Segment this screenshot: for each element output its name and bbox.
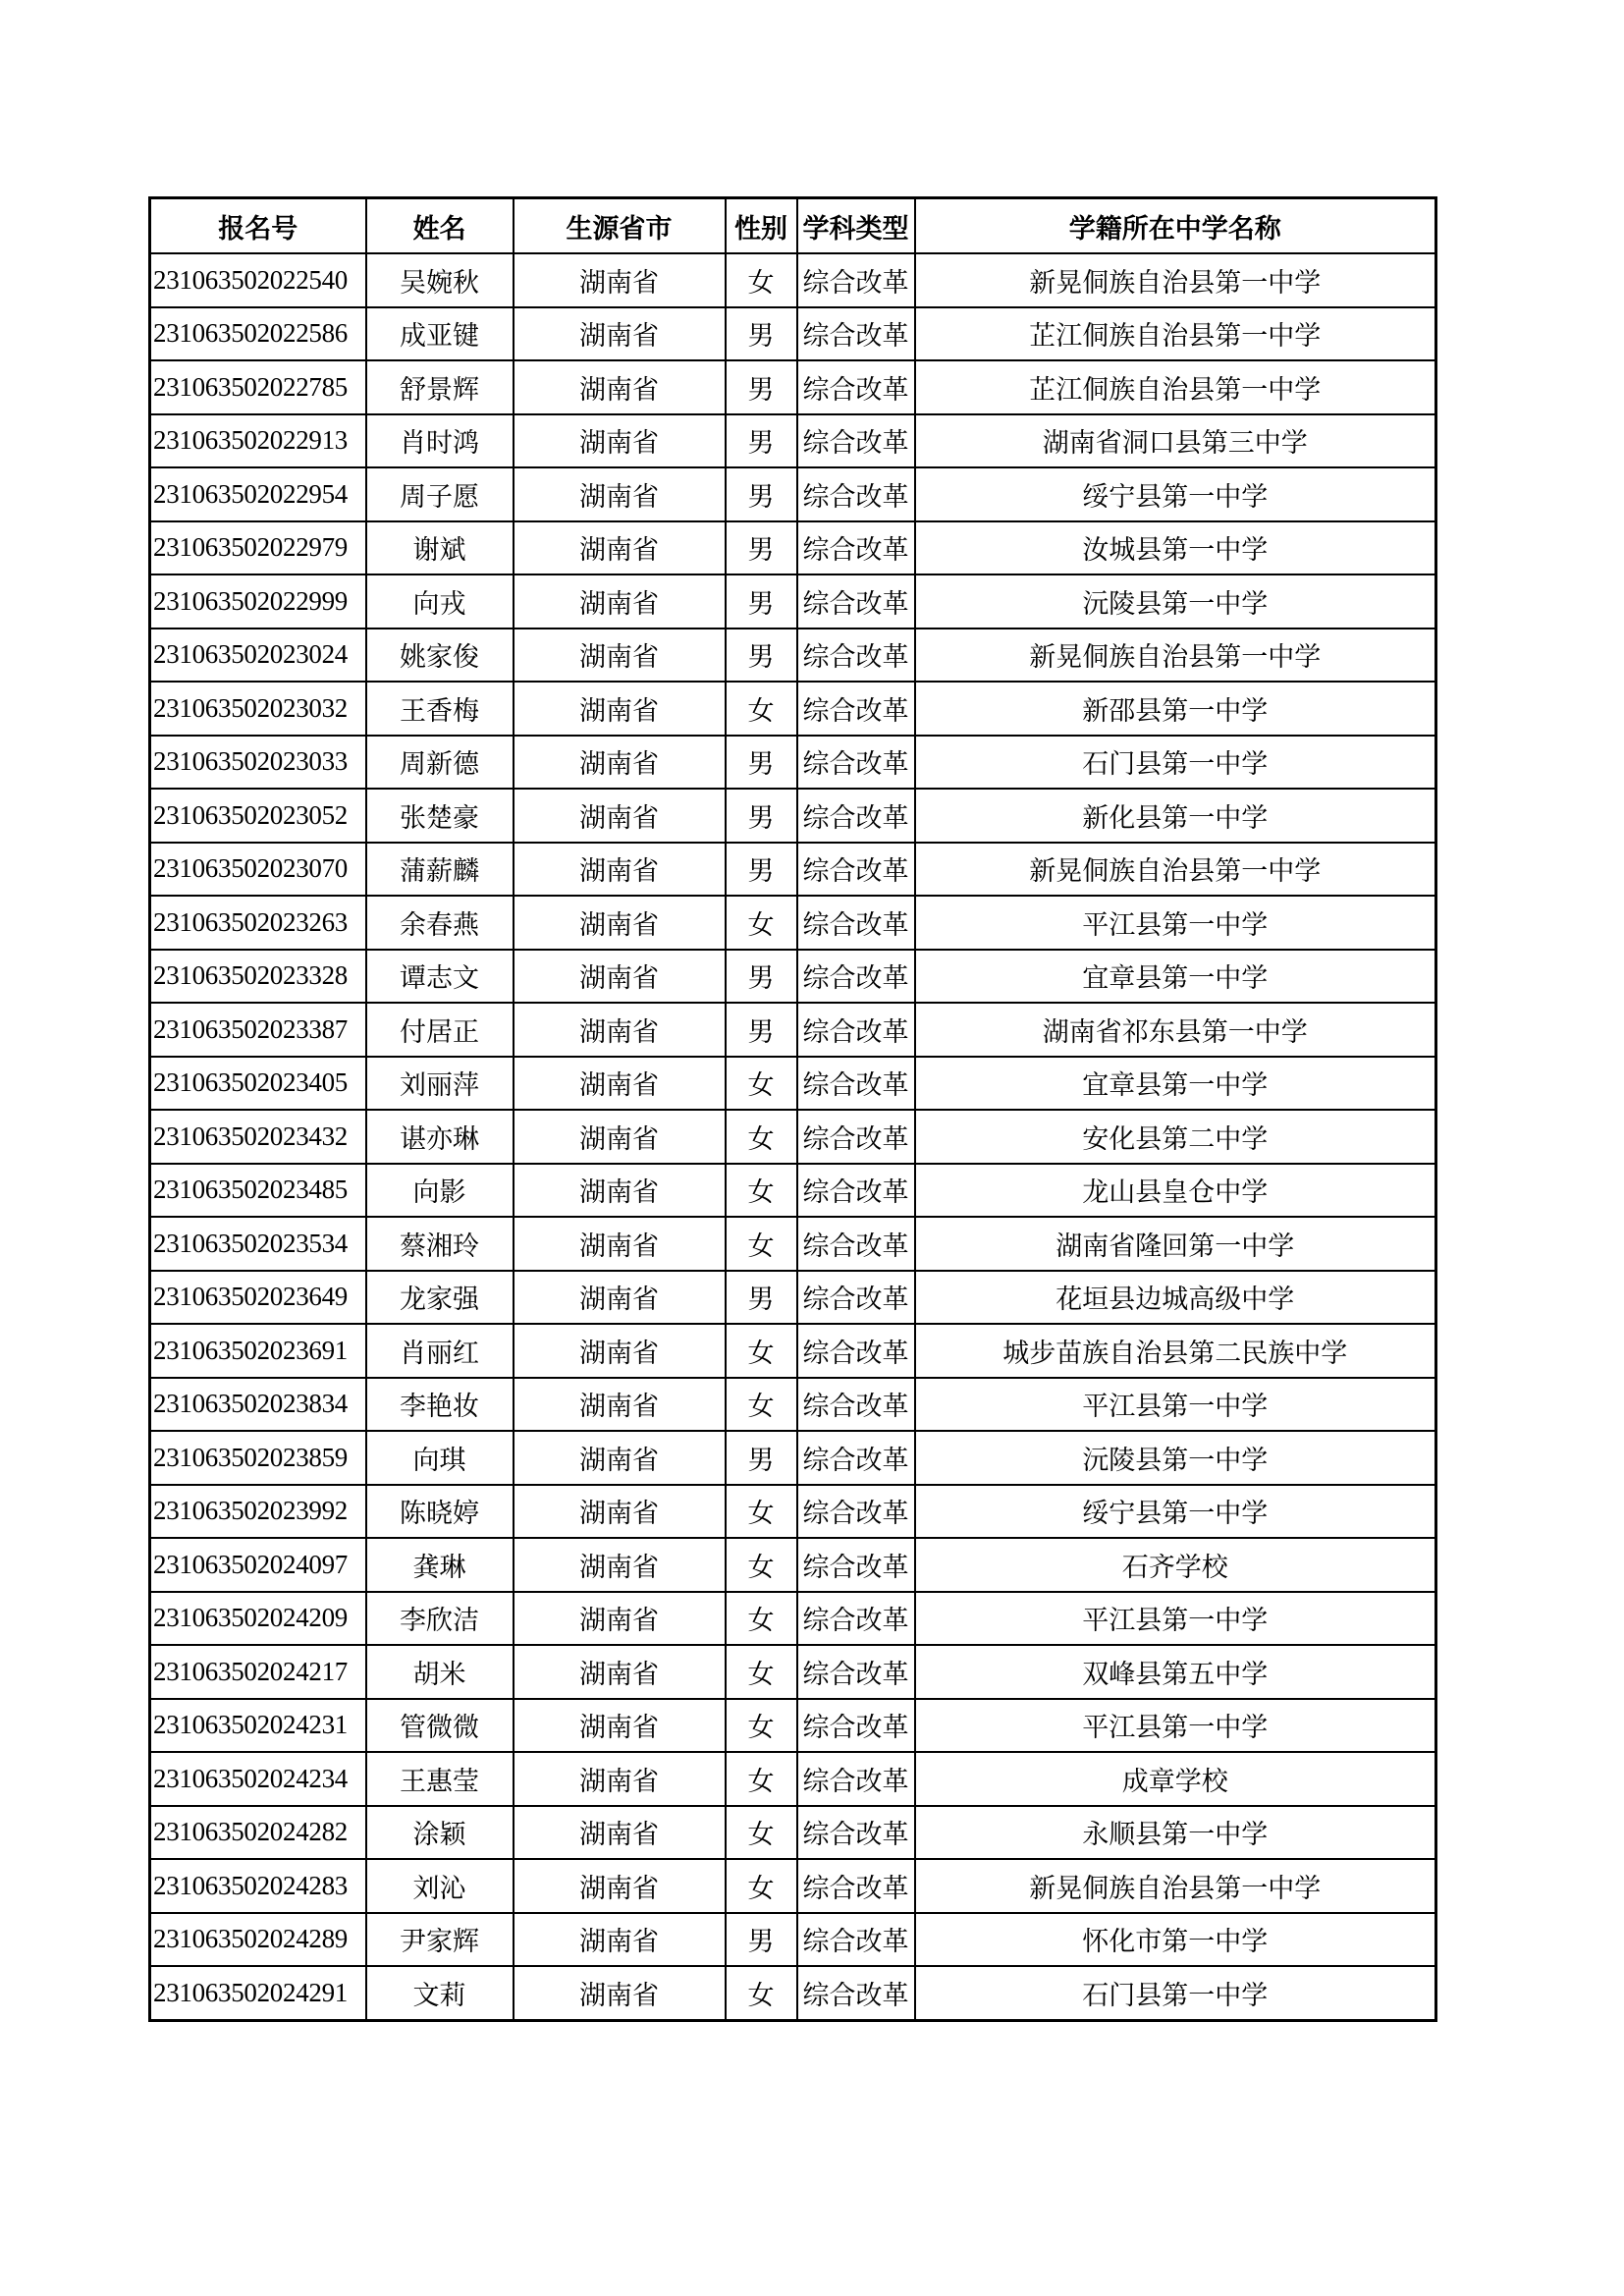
subject-type-cell: 综合改革 [797, 1645, 915, 1699]
school-name-cell: 城步苗族自治县第二民族中学 [915, 1324, 1436, 1378]
subject-type-cell: 综合改革 [797, 950, 915, 1004]
subject-type-cell: 综合改革 [797, 682, 915, 736]
gender-cell: 女 [726, 1110, 797, 1164]
name-cell: 肖时鸿 [366, 414, 514, 468]
source-province-cell: 湖南省 [514, 896, 726, 950]
registration-number-cell: 231063502023070 [150, 843, 366, 897]
table-row [150, 1538, 1436, 1592]
registration-number-cell: 231063502022999 [150, 574, 366, 629]
table-row [150, 521, 1436, 575]
source-province-cell: 湖南省 [514, 1859, 726, 1913]
registration-number-cell: 231063502023432 [150, 1110, 366, 1164]
registration-number-cell: 231063502023052 [150, 789, 366, 843]
name-cell: 付居正 [366, 1003, 514, 1057]
table-row [150, 1217, 1436, 1271]
school-name-cell: 湖南省隆回第一中学 [915, 1217, 1436, 1271]
registration-number-cell: 231063502023033 [150, 736, 366, 790]
table-row [150, 1164, 1436, 1218]
registration-number-cell: 231063502023328 [150, 950, 366, 1004]
header-name: 姓名 [366, 198, 514, 254]
school-name-cell: 新化县第一中学 [915, 789, 1436, 843]
subject-type-cell: 综合改革 [797, 736, 915, 790]
gender-cell: 女 [726, 1538, 797, 1592]
school-name-cell: 平江县第一中学 [915, 1592, 1436, 1646]
source-province-cell: 湖南省 [514, 1110, 726, 1164]
table-row [150, 1431, 1436, 1485]
admission-list-table [148, 196, 1437, 2022]
gender-cell: 男 [726, 1913, 797, 1967]
name-cell: 成亚键 [366, 307, 514, 361]
school-name-cell: 新晃侗族自治县第一中学 [915, 1859, 1436, 1913]
name-cell: 王惠莹 [366, 1752, 514, 1806]
source-province-cell: 湖南省 [514, 1913, 726, 1967]
school-name-cell: 怀化市第一中学 [915, 1913, 1436, 1967]
registration-number-cell: 231063502023024 [150, 629, 366, 683]
registration-number-cell: 231063502023649 [150, 1271, 366, 1325]
table-row [150, 789, 1436, 843]
registration-number-cell: 231063502023263 [150, 896, 366, 950]
source-province-cell: 湖南省 [514, 253, 726, 307]
name-cell: 周子愿 [366, 467, 514, 521]
subject-type-cell: 综合改革 [797, 1699, 915, 1753]
gender-cell: 男 [726, 467, 797, 521]
source-province-cell: 湖南省 [514, 1324, 726, 1378]
school-name-cell: 石门县第一中学 [915, 736, 1436, 790]
registration-number-cell: 231063502023405 [150, 1057, 366, 1111]
header-source-province: 生源省市 [514, 198, 726, 254]
gender-cell: 女 [726, 1966, 797, 2020]
school-name-cell: 平江县第一中学 [915, 1378, 1436, 1432]
school-name-cell: 石门县第一中学 [915, 1966, 1436, 2020]
gender-cell: 男 [726, 1271, 797, 1325]
subject-type-cell: 综合改革 [797, 467, 915, 521]
table-row [150, 1057, 1436, 1111]
table-row [150, 1699, 1436, 1753]
registration-number-cell: 231063502023834 [150, 1378, 366, 1432]
source-province-cell: 湖南省 [514, 1538, 726, 1592]
gender-cell: 男 [726, 1003, 797, 1057]
name-cell: 涂颖 [366, 1806, 514, 1860]
registration-number-cell: 231063502023032 [150, 682, 366, 736]
name-cell: 余春燕 [366, 896, 514, 950]
school-name-cell: 绥宁县第一中学 [915, 1485, 1436, 1539]
table-row [150, 629, 1436, 683]
gender-cell: 女 [726, 1324, 797, 1378]
table-row [150, 1966, 1436, 2020]
name-cell: 尹家辉 [366, 1913, 514, 1967]
source-province-cell: 湖南省 [514, 1057, 726, 1111]
table-header-row [150, 198, 1436, 254]
source-province-cell: 湖南省 [514, 414, 726, 468]
registration-number-cell: 231063502023387 [150, 1003, 366, 1057]
source-province-cell: 湖南省 [514, 1806, 726, 1860]
subject-type-cell: 综合改革 [797, 1271, 915, 1325]
registration-number-cell: 231063502024209 [150, 1592, 366, 1646]
subject-type-cell: 综合改革 [797, 1592, 915, 1646]
table-row [150, 1806, 1436, 1860]
school-name-cell: 湖南省洞口县第三中学 [915, 414, 1436, 468]
school-name-cell: 安化县第二中学 [915, 1110, 1436, 1164]
gender-cell: 女 [726, 682, 797, 736]
source-province-cell: 湖南省 [514, 1645, 726, 1699]
registration-number-cell: 231063502024097 [150, 1538, 366, 1592]
source-province-cell: 湖南省 [514, 1699, 726, 1753]
registration-number-cell: 231063502022979 [150, 521, 366, 575]
table-row [150, 307, 1436, 361]
name-cell: 刘丽萍 [366, 1057, 514, 1111]
school-name-cell: 石齐学校 [915, 1538, 1436, 1592]
school-name-cell: 平江县第一中学 [915, 1699, 1436, 1753]
table-row [150, 682, 1436, 736]
source-province-cell: 湖南省 [514, 736, 726, 790]
subject-type-cell: 综合改革 [797, 574, 915, 629]
source-province-cell: 湖南省 [514, 521, 726, 575]
registration-number-cell: 231063502024217 [150, 1645, 366, 1699]
table-body [150, 253, 1436, 2020]
table-row [150, 1592, 1436, 1646]
gender-cell: 女 [726, 1592, 797, 1646]
subject-type-cell: 综合改革 [797, 521, 915, 575]
name-cell: 谢斌 [366, 521, 514, 575]
source-province-cell: 湖南省 [514, 1217, 726, 1271]
gender-cell: 女 [726, 1752, 797, 1806]
name-cell: 蔡湘玲 [366, 1217, 514, 1271]
name-cell: 向琪 [366, 1431, 514, 1485]
table-row [150, 360, 1436, 414]
school-name-cell: 新邵县第一中学 [915, 682, 1436, 736]
source-province-cell: 湖南省 [514, 574, 726, 629]
source-province-cell: 湖南省 [514, 789, 726, 843]
school-name-cell: 新晃侗族自治县第一中学 [915, 843, 1436, 897]
gender-cell: 女 [726, 1806, 797, 1860]
name-cell: 蒲薪麟 [366, 843, 514, 897]
school-name-cell: 永顺县第一中学 [915, 1806, 1436, 1860]
table-row [150, 1645, 1436, 1699]
gender-cell: 男 [726, 307, 797, 361]
subject-type-cell: 综合改革 [797, 1431, 915, 1485]
gender-cell: 男 [726, 574, 797, 629]
table-row [150, 1110, 1436, 1164]
subject-type-cell: 综合改革 [797, 1485, 915, 1539]
gender-cell: 女 [726, 1485, 797, 1539]
source-province-cell: 湖南省 [514, 843, 726, 897]
source-province-cell: 湖南省 [514, 629, 726, 683]
registration-number-cell: 231063502024282 [150, 1806, 366, 1860]
subject-type-cell: 综合改革 [797, 1164, 915, 1218]
registration-number-cell: 231063502024289 [150, 1913, 366, 1967]
name-cell: 舒景辉 [366, 360, 514, 414]
subject-type-cell: 综合改革 [797, 1378, 915, 1432]
registration-number-cell: 231063502023691 [150, 1324, 366, 1378]
registration-number-cell: 231063502024231 [150, 1699, 366, 1753]
registration-number-cell: 231063502022913 [150, 414, 366, 468]
name-cell: 周新德 [366, 736, 514, 790]
header-subject-type: 学科类型 [797, 198, 915, 254]
subject-type-cell: 综合改革 [797, 1859, 915, 1913]
source-province-cell: 湖南省 [514, 1271, 726, 1325]
subject-type-cell: 综合改革 [797, 307, 915, 361]
table-row [150, 253, 1436, 307]
subject-type-cell: 综合改革 [797, 1966, 915, 2020]
registration-number-cell: 231063502024234 [150, 1752, 366, 1806]
registration-number-cell: 231063502024283 [150, 1859, 366, 1913]
table-row [150, 1752, 1436, 1806]
name-cell: 姚家俊 [366, 629, 514, 683]
subject-type-cell: 综合改革 [797, 1752, 915, 1806]
gender-cell: 男 [726, 629, 797, 683]
registration-number-cell: 231063502022954 [150, 467, 366, 521]
subject-type-cell: 综合改革 [797, 1806, 915, 1860]
source-province-cell: 湖南省 [514, 1164, 726, 1218]
name-cell: 张楚豪 [366, 789, 514, 843]
table-row [150, 736, 1436, 790]
registration-number-cell: 231063502023859 [150, 1431, 366, 1485]
subject-type-cell: 综合改革 [797, 1057, 915, 1111]
subject-type-cell: 综合改革 [797, 253, 915, 307]
table-row [150, 467, 1436, 521]
source-province-cell: 湖南省 [514, 1592, 726, 1646]
school-name-cell: 沅陵县第一中学 [915, 1431, 1436, 1485]
table-row [150, 1913, 1436, 1967]
registration-number-cell: 231063502022785 [150, 360, 366, 414]
subject-type-cell: 综合改革 [797, 1538, 915, 1592]
table-row [150, 1485, 1436, 1539]
gender-cell: 男 [726, 360, 797, 414]
source-province-cell: 湖南省 [514, 307, 726, 361]
gender-cell: 女 [726, 1217, 797, 1271]
table-row [150, 1859, 1436, 1913]
source-province-cell: 湖南省 [514, 1378, 726, 1432]
name-cell: 王香梅 [366, 682, 514, 736]
school-name-cell: 宜章县第一中学 [915, 950, 1436, 1004]
table-row [150, 843, 1436, 897]
gender-cell: 男 [726, 1431, 797, 1485]
table-row [150, 1271, 1436, 1325]
source-province-cell: 湖南省 [514, 1752, 726, 1806]
table-row [150, 1003, 1436, 1057]
school-name-cell: 龙山县皇仓中学 [915, 1164, 1436, 1218]
name-cell: 刘沁 [366, 1859, 514, 1913]
header-school-name: 学籍所在中学名称 [915, 198, 1436, 254]
name-cell: 谌亦琳 [366, 1110, 514, 1164]
registration-number-cell: 231063502022586 [150, 307, 366, 361]
school-name-cell: 汝城县第一中学 [915, 521, 1436, 575]
name-cell: 吴婉秋 [366, 253, 514, 307]
name-cell: 胡米 [366, 1645, 514, 1699]
gender-cell: 女 [726, 1859, 797, 1913]
school-name-cell: 花垣县边城高级中学 [915, 1271, 1436, 1325]
subject-type-cell: 综合改革 [797, 1110, 915, 1164]
registration-number-cell: 231063502023485 [150, 1164, 366, 1218]
gender-cell: 男 [726, 950, 797, 1004]
school-name-cell: 绥宁县第一中学 [915, 467, 1436, 521]
source-province-cell: 湖南省 [514, 1485, 726, 1539]
header-registration-number: 报名号 [150, 198, 366, 254]
gender-cell: 女 [726, 253, 797, 307]
source-province-cell: 湖南省 [514, 950, 726, 1004]
name-cell: 向影 [366, 1164, 514, 1218]
gender-cell: 男 [726, 843, 797, 897]
school-name-cell: 芷江侗族自治县第一中学 [915, 360, 1436, 414]
table-row [150, 574, 1436, 629]
source-province-cell: 湖南省 [514, 467, 726, 521]
name-cell: 龚琳 [366, 1538, 514, 1592]
school-name-cell: 成章学校 [915, 1752, 1436, 1806]
table-row [150, 896, 1436, 950]
subject-type-cell: 综合改革 [797, 629, 915, 683]
subject-type-cell: 综合改革 [797, 896, 915, 950]
source-province-cell: 湖南省 [514, 1003, 726, 1057]
source-province-cell: 湖南省 [514, 360, 726, 414]
gender-cell: 女 [726, 1378, 797, 1432]
registration-number-cell: 231063502023534 [150, 1217, 366, 1271]
gender-cell: 男 [726, 414, 797, 468]
name-cell: 管微微 [366, 1699, 514, 1753]
school-name-cell: 宜章县第一中学 [915, 1057, 1436, 1111]
name-cell: 向戎 [366, 574, 514, 629]
gender-cell: 男 [726, 789, 797, 843]
school-name-cell: 平江县第一中学 [915, 896, 1436, 950]
subject-type-cell: 综合改革 [797, 360, 915, 414]
header-gender: 性别 [726, 198, 797, 254]
registration-number-cell: 231063502024291 [150, 1966, 366, 2020]
source-province-cell: 湖南省 [514, 1966, 726, 2020]
name-cell: 龙家强 [366, 1271, 514, 1325]
gender-cell: 女 [726, 1057, 797, 1111]
school-name-cell: 湖南省祁东县第一中学 [915, 1003, 1436, 1057]
table-row [150, 414, 1436, 468]
name-cell: 李艳妆 [366, 1378, 514, 1432]
school-name-cell: 芷江侗族自治县第一中学 [915, 307, 1436, 361]
subject-type-cell: 综合改革 [797, 1003, 915, 1057]
school-name-cell: 新晃侗族自治县第一中学 [915, 253, 1436, 307]
subject-type-cell: 综合改革 [797, 789, 915, 843]
name-cell: 陈晓婷 [366, 1485, 514, 1539]
subject-type-cell: 综合改革 [797, 414, 915, 468]
school-name-cell: 沅陵县第一中学 [915, 574, 1436, 629]
gender-cell: 女 [726, 1699, 797, 1753]
gender-cell: 女 [726, 1164, 797, 1218]
subject-type-cell: 综合改革 [797, 1217, 915, 1271]
registration-number-cell: 231063502022540 [150, 253, 366, 307]
table-row [150, 1378, 1436, 1432]
school-name-cell: 双峰县第五中学 [915, 1645, 1436, 1699]
subject-type-cell: 综合改革 [797, 1324, 915, 1378]
source-province-cell: 湖南省 [514, 1431, 726, 1485]
subject-type-cell: 综合改革 [797, 1913, 915, 1967]
name-cell: 肖丽红 [366, 1324, 514, 1378]
table-row [150, 950, 1436, 1004]
registration-number-cell: 231063502023992 [150, 1485, 366, 1539]
table-row [150, 1324, 1436, 1378]
subject-type-cell: 综合改革 [797, 843, 915, 897]
gender-cell: 男 [726, 521, 797, 575]
name-cell: 李欣洁 [366, 1592, 514, 1646]
gender-cell: 女 [726, 896, 797, 950]
name-cell: 谭志文 [366, 950, 514, 1004]
school-name-cell: 新晃侗族自治县第一中学 [915, 629, 1436, 683]
source-province-cell: 湖南省 [514, 682, 726, 736]
name-cell: 文莉 [366, 1966, 514, 2020]
gender-cell: 女 [726, 1645, 797, 1699]
gender-cell: 男 [726, 736, 797, 790]
